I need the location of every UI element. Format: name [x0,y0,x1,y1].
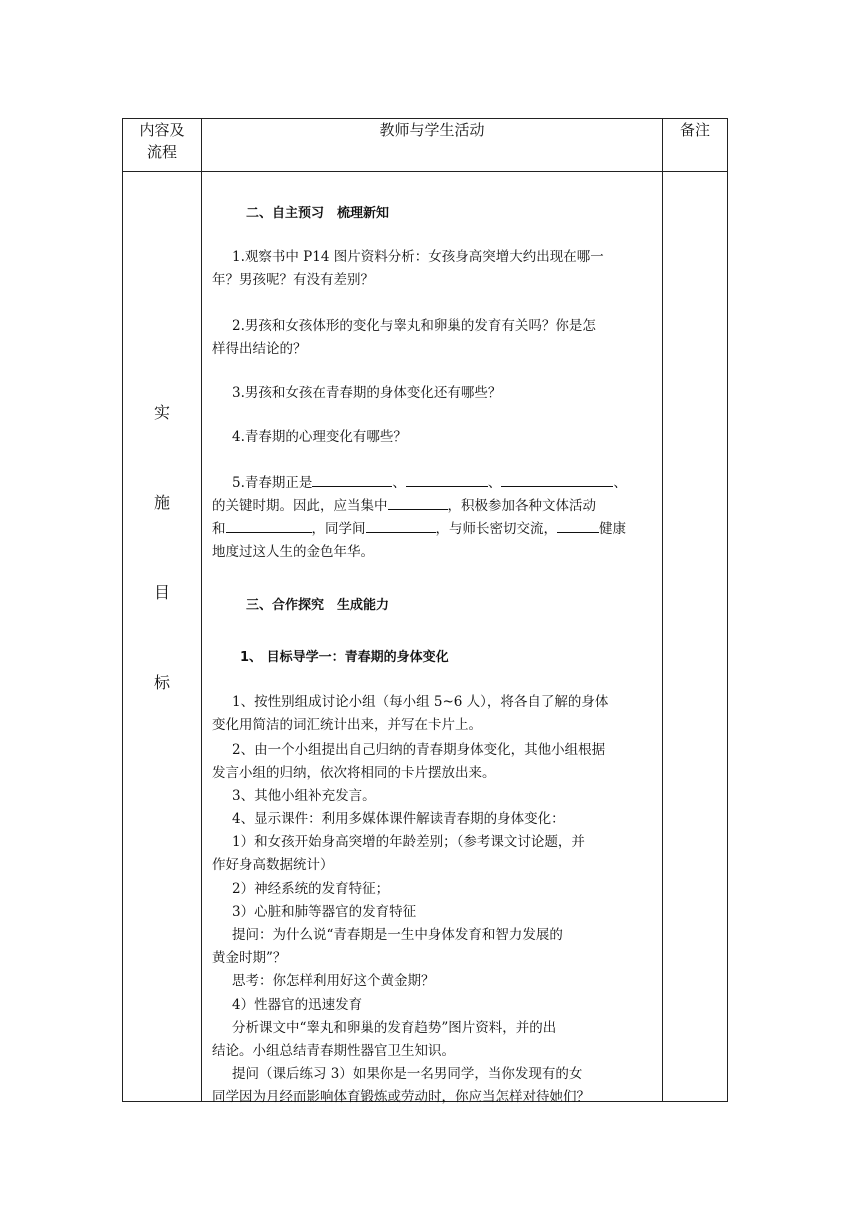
q2-line1: 2.男孩和女孩体形的变化与睾丸和卵巢的发育有关吗？你是怎 [232,318,596,334]
q5-text-b: 的关键时期。因此，应当集中 [212,498,388,514]
fill-blank[interactable] [312,474,392,487]
body-line: 变化用简洁的词汇统计出来，并写在卡片上。 [212,717,482,733]
body-line: 3）心脏和肺等器官的发育特征 [232,904,417,920]
q5-text-a: 5.青春期正是 [232,475,313,491]
q1-line1: 1.观察书中 P14 图片资料分析：女孩身高突增大约出现在哪一 [232,249,604,265]
q5-sep: 、 [613,475,627,491]
body-line: 1）和女孩开始身高突增的年龄差别；（参考课文讨论题，并 [232,834,585,850]
notes-cell [663,172,728,1102]
fill-blank[interactable] [366,520,436,533]
fill-blank[interactable] [388,497,448,510]
body-line: 思考：你怎样利用好这个黄金期？ [232,973,435,989]
q4: 4.青春期的心理变化有哪些？ [232,429,407,445]
side-label-cell [123,172,202,1102]
body-line: 作好身高数据统计） [212,857,334,873]
body-line: 黄金时期”？ [212,950,287,966]
section3-heading: 三、合作探究 生成能力 [246,598,390,613]
body-line: 4、显示课件：利用多媒体课件解读青春期的身体变化： [232,811,565,827]
header-content-flow-line2: 流程 [146,143,177,161]
side-label-char: 目 [153,583,170,602]
fill-blank[interactable] [501,474,613,487]
body-line: 1、按性别组成讨论小组（每小组 5~6 人），将各自了解的身体 [232,694,609,710]
lesson-plan-table [122,118,728,1105]
body-line: 3、其他小组补充发言。 [232,788,376,804]
q5-text-e: ，同学间 [311,521,366,537]
q5-text-d: 和 [212,521,226,537]
body-line: 4）性器官的迅速发育 [232,997,363,1013]
body-line: 2）神经系统的发育特征； [232,881,390,897]
q3: 3.男孩和女孩在青春期的身体变化还有哪些？ [232,385,502,401]
q5-line2 [212,494,654,514]
q5-line1 [232,471,674,491]
body-line: 分析课文中“睾丸和卵巢的发育趋势”图片资料，并的出 [232,1020,557,1036]
q1-line2: 年？男孩呢？有没有差别？ [212,272,374,288]
header-activities: 教师与学生活动 [202,119,663,172]
activities-cell [202,172,663,1105]
body-line: 同学因为月经而影响体育锻炼或劳动时，你应当怎样对待她们？ [212,1089,590,1105]
table-body-row [123,172,728,1102]
q5-sep: 、 [487,475,502,491]
header-content-flow [123,119,202,172]
side-label-char: 实 [153,403,170,422]
body-line: 2、由一个小组提出自己归纳的青春期身体变化，其他小组根据 [232,742,606,758]
header-notes: 备注 [663,119,728,172]
fill-blank[interactable] [557,520,599,533]
table-header-row [123,119,728,172]
q5-text-f: ，与师长密切交流， [435,521,557,537]
q5-text-c: ，积极参加各种文体活动 [447,498,596,514]
q5-sep: 、 [392,475,406,491]
fill-blank[interactable] [226,520,312,533]
header-content-flow-line1: 内容及 [139,121,185,139]
body-line: 发言小组的归纳，依次将相同的卡片摆放出来。 [212,765,496,781]
fill-blank[interactable] [406,474,488,487]
body-line: 提问：为什么说“青春期是一生中身体发育和智力发展的 [232,927,563,943]
q5-line3 [212,517,654,537]
section2-heading: 二、自主预习 梳理新知 [246,206,390,221]
q5-text-g: 健康 [599,521,626,537]
side-label-char: 施 [153,493,170,512]
section3-sub1: 1、 目标导学一：青春期的身体变化 [240,650,449,665]
body-line: 提问（课后练习 3）如果你是一名男同学，当你发现有的女 [232,1066,583,1082]
body-line: 结论。小组总结青春期性器官卫生知识。 [212,1043,455,1059]
q2-line2: 样得出结论的？ [212,341,307,357]
side-label-char: 标 [153,673,170,692]
q5-line4: 地度过这人生的金色年华。 [212,544,374,560]
